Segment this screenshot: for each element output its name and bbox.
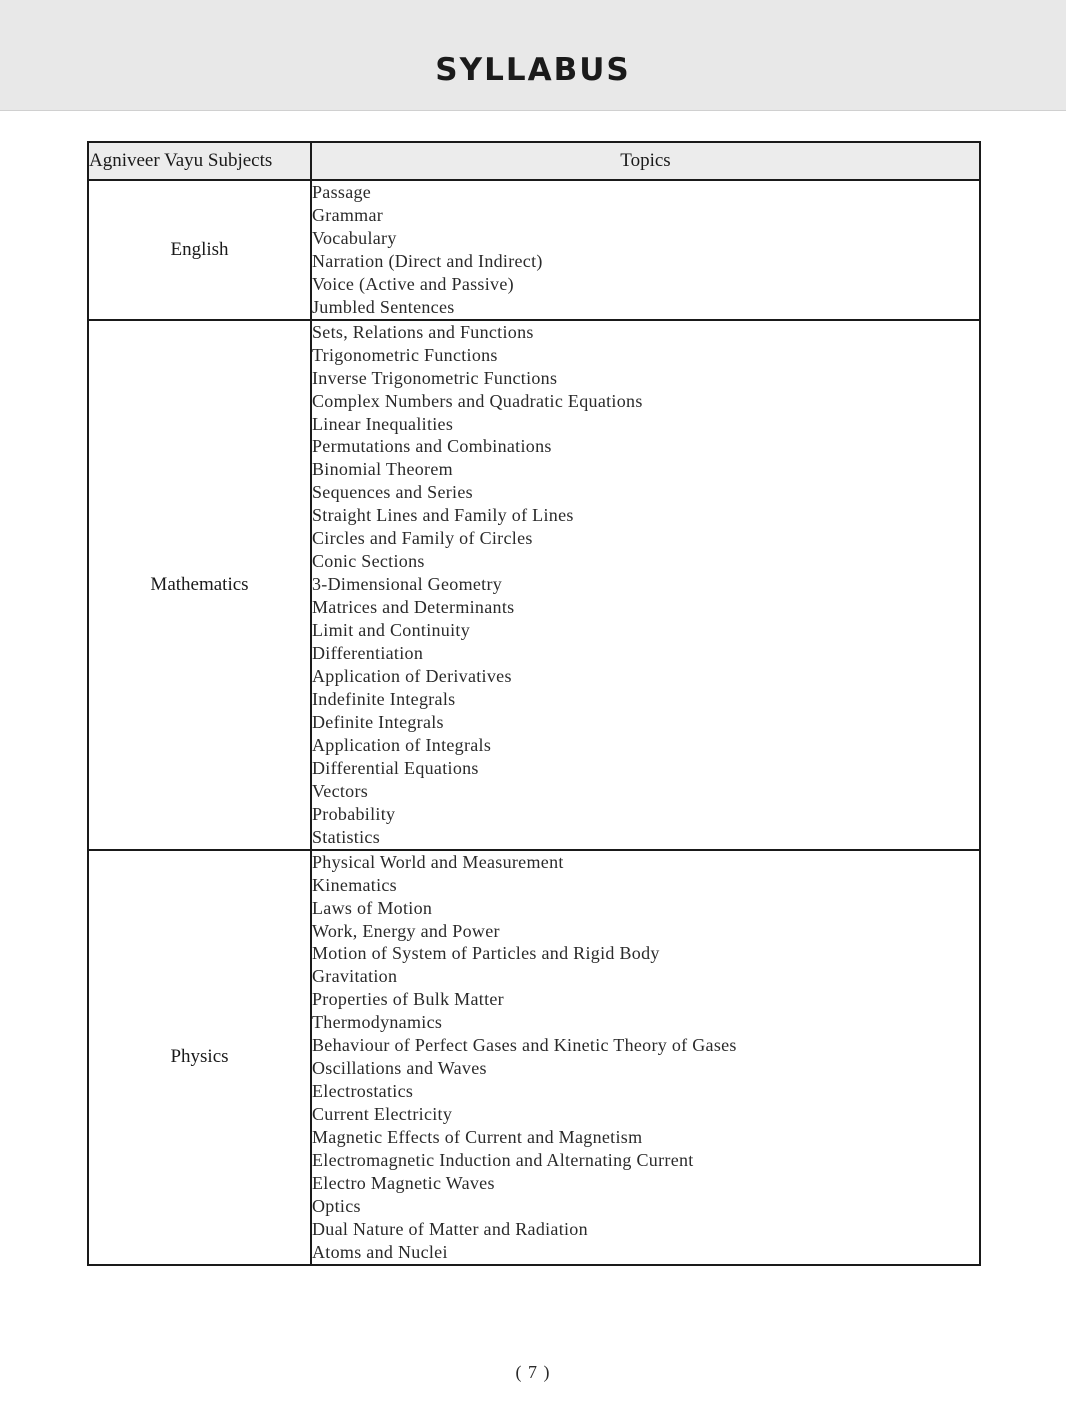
topic-item: Sequences and Series: [312, 482, 473, 503]
topic-item: Circles and Family of Circles: [312, 528, 533, 549]
topic-item: Work, Energy and Power: [312, 920, 500, 941]
topic-item: Linear Inequalities: [312, 413, 454, 434]
topics-cell: [311, 850, 980, 1265]
topic-item: Jumbled Sentences: [312, 296, 455, 317]
topic-list: [312, 851, 979, 1264]
topic-list: [312, 321, 979, 849]
topic-item: Passage: [312, 182, 372, 202]
topic-item: 3-Dimensional Geometry: [312, 574, 503, 595]
subject-cell: English: [88, 180, 311, 320]
topic-item: Statistics: [312, 826, 381, 847]
topic-item: Behaviour of Perfect Gases and Kinetic Theory of Gases: [312, 1035, 737, 1056]
topic-item: Vectors: [312, 780, 369, 801]
topic-item: Electrostatics: [312, 1081, 414, 1102]
topic-item: Atoms and Nuclei: [312, 1241, 448, 1262]
topic-item: Vocabulary: [312, 227, 397, 248]
subject-cell: Mathematics: [88, 320, 311, 850]
topic-item: Magnetic Effects of Current and Magnetism: [312, 1127, 643, 1148]
table-row: [88, 850, 980, 1265]
table-header-row: [88, 142, 980, 180]
topic-item: Probability: [312, 803, 396, 824]
topic-item: Complex Numbers and Quadratic Equations: [312, 390, 643, 411]
topic-item: Application of Integrals: [312, 734, 492, 755]
topic-item: Properties of Bulk Matter: [312, 989, 504, 1010]
topic-item: Oscillations and Waves: [312, 1058, 487, 1079]
topic-list: [312, 181, 979, 319]
topic-item: Narration (Direct and Indirect): [312, 250, 543, 271]
topic-item: Kinematics: [312, 874, 397, 895]
topic-item: Differential Equations: [312, 757, 479, 778]
topics-cell: [311, 320, 980, 850]
topic-item: Differentiation: [312, 643, 424, 664]
topic-item: Binomial Theorem: [312, 459, 453, 480]
topic-item: Gravitation: [312, 966, 398, 987]
topics-cell: [311, 180, 980, 320]
topic-item: Grammar: [312, 204, 384, 225]
topic-item: Current Electricity: [312, 1104, 453, 1125]
table-row: [88, 320, 980, 850]
topic-item: Matrices and Determinants: [312, 597, 515, 618]
topic-item: Definite Integrals: [312, 711, 444, 732]
topic-item: Indefinite Integrals: [312, 688, 456, 709]
topic-item: Limit and Continuity: [312, 620, 470, 641]
column-header-subjects: Agniveer Vayu Subjects: [88, 142, 311, 180]
page-title: SYLLABUS: [435, 52, 631, 88]
page-number: ( 7 ): [515, 1362, 551, 1382]
topic-item: Application of Derivatives: [312, 666, 512, 687]
topic-item: Inverse Trigonometric Functions: [312, 367, 558, 388]
topic-item: Laws of Motion: [312, 897, 433, 918]
topic-item: Electro Magnetic Waves: [312, 1172, 495, 1193]
topic-item: Conic Sections: [312, 551, 425, 572]
topic-item: Trigonometric Functions: [312, 344, 498, 365]
syllabus-table: [87, 141, 981, 1266]
topic-item: Motion of System of Particles and Rigid Body: [312, 943, 660, 964]
topic-item: Dual Nature of Matter and Radiation: [312, 1218, 588, 1239]
topic-item: Electromagnetic Induction and Alternating Current: [312, 1150, 694, 1171]
topic-item: Physical World and Measurement: [312, 851, 564, 872]
topic-item: Thermodynamics: [312, 1012, 443, 1033]
topic-item: Sets, Relations and Functions: [312, 321, 534, 342]
topic-item: Voice (Active and Passive): [312, 273, 514, 294]
topic-item: Straight Lines and Family of Lines: [312, 505, 574, 526]
topic-item: Permutations and Combinations: [312, 436, 552, 457]
table-row: [88, 180, 980, 320]
column-header-topics: Topics: [311, 142, 980, 180]
subject-cell: Physics: [88, 850, 311, 1265]
topic-item: Optics: [312, 1195, 361, 1216]
